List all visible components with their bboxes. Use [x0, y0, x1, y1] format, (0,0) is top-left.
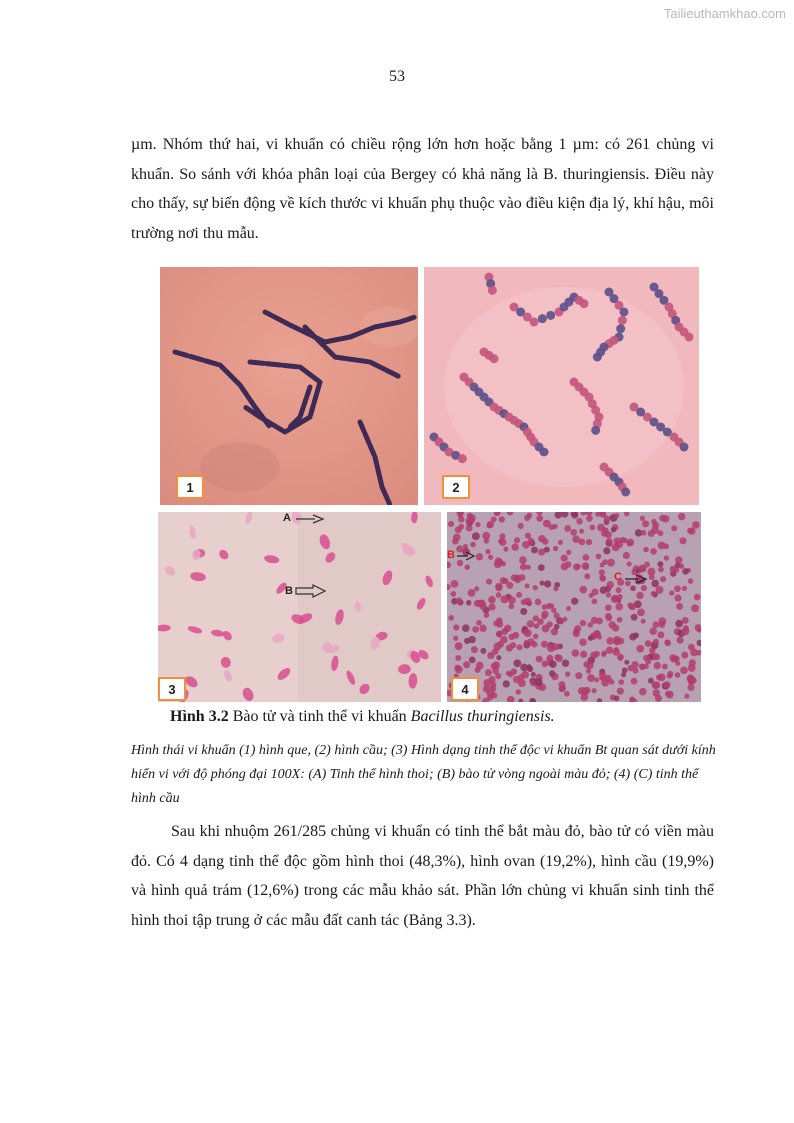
arrow-b-panel4-icon: [456, 550, 478, 562]
panel-number-4: 4: [451, 677, 479, 701]
rod-bacteria-image: [160, 267, 418, 505]
micrograph-panel-3: [158, 512, 441, 702]
marker-a: A: [283, 512, 291, 524]
figure-caption-label: Hình 3.2: [170, 708, 229, 725]
micrograph-panel-4: [447, 512, 701, 702]
arrow-b-icon: [295, 584, 327, 598]
arrow-a-icon: [295, 513, 327, 525]
body-paragraph-1: µm. Nhóm thứ hai, vi khuẩn có chiều rộng lớn hơn hoặc bằng 1 µm: có 261 chủng vi khuẩn. So sánh với khóa phân loại của Bergey có khả năng là B. thuringiensis. Điều này cho thấy, sự biến động về kích thước vi khuẩn phụ thuộc vào điều kiện địa lý, khí hậu, môi trường nơi thu mẫu.: [131, 136, 714, 242]
watermark: Tailieuthamkhao.com: [663, 6, 786, 21]
micrograph-panel-2: [424, 267, 699, 505]
spherical-crystal-image: [447, 512, 701, 702]
body-paragraph-2: Sau khi nhuộm 261/285 chủng vi khuẩn có tinh thể bắt màu đỏ, bào tử có viền màu đỏ. Có 4 dạng tinh thể độc gồm hình thoi (48,3%), hình ovan (19,2%), hình cầu (19,9%) và hình quả trám (12,6%) trong các mẫu khảo sát. Phần lớn chủng vi khuẩn sinh tinh thể hình thoi tập trung ở các mẫu đất canh tác (Bảng 3.3).: [131, 823, 714, 929]
spherical-bacteria-image: [424, 267, 699, 505]
figure-caption: [170, 708, 555, 726]
panel-number-1: 1: [176, 475, 204, 499]
panel-number-2: 2: [442, 475, 470, 499]
micrograph-panel-1: [160, 267, 418, 505]
arrow-c-icon: [624, 573, 650, 585]
marker-b: B: [285, 585, 293, 597]
figure-caption-species: Bacillus thuringiensis.: [410, 708, 555, 725]
crystal-spore-image: [158, 512, 441, 702]
figure-caption-text: Bào tử và tinh thể vi khuẩn: [228, 708, 411, 725]
page-number: 53: [389, 68, 405, 85]
figure-description: Hình thái vi khuẩn (1) hình que, (2) hình cầu; (3) Hình dạng tinh thể độc vi khuẩn Bt quan sát dưới kính hiển vi với độ phóng đại 100X: (A) Tinh thể hình thoi; (B) bào tử vòng ngoài màu đỏ; (4) (C) tinh thể hình cầu: [131, 743, 716, 806]
marker-c: C: [614, 571, 622, 583]
panel-number-3: 3: [158, 677, 186, 701]
marker-b-panel4: B: [447, 549, 455, 561]
